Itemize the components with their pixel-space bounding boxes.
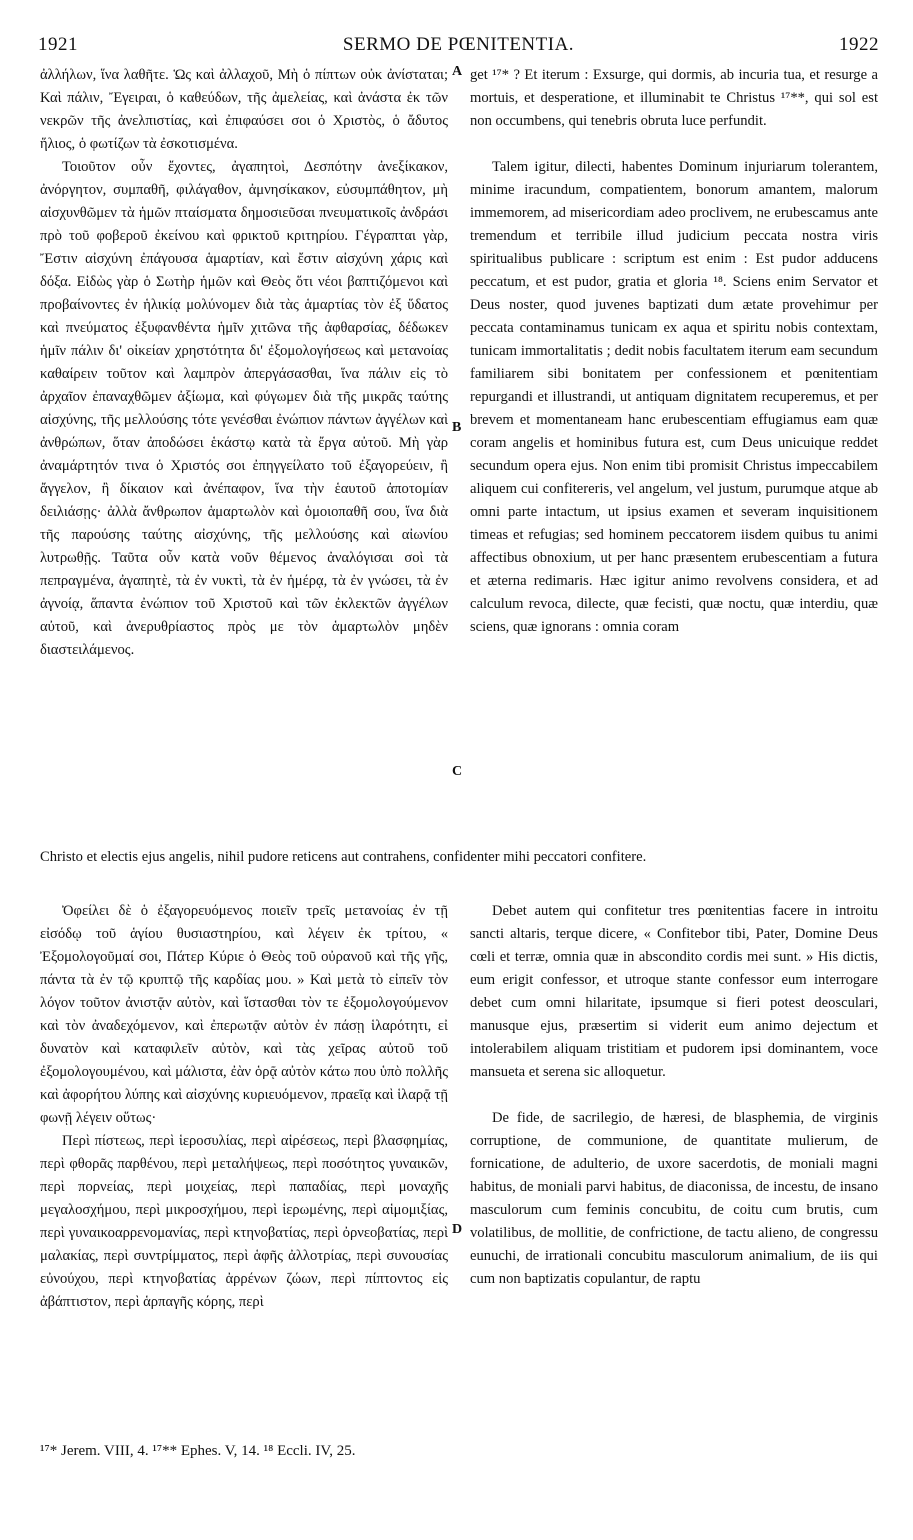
running-title: SERMO DE PŒNITENTIA. [342, 34, 575, 55]
margin-letter-c: C [452, 764, 463, 779]
latin-paragraph-4: De fide, de sacrilegio, de hæresi, de blasphemia, de virginis corruptione, de communione, de quantitate mulierum, de fornicatione, de adulterio, de uxore sacerdotis, de moniali magni habitus, de moniali parvi habitus, de diaconissa, de incestu, de insano masculorum cum feminis concubitu, de coitu cum brutis, cum volatilibus, de mollitie, de confrictione, de tactu alieno, de congressu eunuchi, de irrationali concubitu masculorum animalium, de iis qui cum non baptizatis copulantur, de raptu [470, 1110, 878, 1287]
greek-column-top [40, 64, 448, 662]
footnotes: ¹⁷* Jerem. VIII, 4. ¹⁷** Ephes. V, 14. ¹⁸ Eccli. IV, 25. [40, 1443, 356, 1459]
latin-paragraph-1: get ¹⁷* ? Et iterum : Exsurge, qui dormis, ab incuria tua, et resurge a mortuis, et desperatione, et illuminabit te Christus ¹⁷**, qui sol est non occumbens, qui tenebris obruta luce perfundit. [470, 67, 878, 129]
latin-column-bottom [470, 900, 878, 1291]
page-number-left: 1921 [38, 34, 78, 55]
greek-paragraph-2: Τοιοῦτον οὖν ἔχοντες, ἀγαπητοὶ, Δεσπότην ἀνεξίκακον, ἀνόργητον, συμπαθῆ, φιλάγαθον, ἀμνησίκακον, εὐσυμπάθητον, μὴ αἰσχυνθῶμεν τὰ ἡμῶν πταίσματα δημοσιεῦσαι πνευματικοῖς ἀνδράσι πρὸ τοῦ φοβεροῦ ἐκείνου καὶ φρικτοῦ κριτηρίου. Γέγραπται γὰρ, Ἔστιν αἰσχύνη ἐπάγουσα ἁμαρτίαν, καὶ ἔστιν αἰσχύνη χάρις καὶ δόξα. Εἰδὼς γὰρ ὁ Σωτὴρ ἡμῶν καὶ Θεὸς ὅτι νέοι βαπτιζόμενοι καὶ προβαίνοντες ἐν ἡλικίᾳ μολύνομεν διὰ τὰς ἁμαρτίας τὸν ἐξ ὕδατος καὶ πνεύματος ἐξυφανθέντα ἡμῖν χιτῶνα τῆς ἀφθαρσίας, δέδωκεν ἡμῖν πάλιν δι' οἰκείαν χρηστότητα δι' ἐξομολογήσεως καὶ μετανοίας καθαίρειν τοῦτον καὶ λαμπρὸν ἀπεργάσασθαι, ἵνα πάλιν εἰς τὸ ἀρχαῖον ἐπαναχθῶμεν ἀξίωμα, καὶ φύγωμεν διὰ τῆς μικρᾶς ταύτης αἰσχύνης, τῆς μελλούσης τότε γενέσθαι ἐνώπιον πάντων ἀγγέλων καὶ ἀνθρώπων, ὅταν ἀποδώσει ἑκάστῳ κατὰ τὰ ἔργα αὐτοῦ. Μὴ γὰρ ἀναμάρτητόν τινα ὁ Χριστός σοι ἐπηγγείλατο τοῦ ἐξαγορεύειν, ἢ ἄγγελον, ἢ δίκαιον καὶ ἀνέπαφον, ἵνα τὴν ἑαυτοῦ ἀποτομίαν δειλιάσῃς· ἀλλὰ ἄνθρωπον ἁμαρτωλὸν καὶ ὁμοιοπαθῆ σου, ἵνα διὰ τῆς παρούσης ταύτης αἰσχύνης, τῆς μελλούσης καὶ αἰωνίου λυτρωθῇς. Ταῦτα οὖν κατὰ νοῦν θέμενος ἀναλόγισαι σοὶ τὰ πεπραγμένα, ἀγαπητὲ, τὰ ἐν νυκτὶ, τὰ ἐν ἡμέρᾳ, τὰ ἐν γνώσει, τὰ ἐν ἀγνοίᾳ, ἅπαντα ἐνώπιον τοῦ Χριστοῦ καὶ τῶν ἐκλεκτῶν ἀγγέλων αὐτοῦ, καὶ ἀνερυθρίαστος πρὸς με τὸν ἁμαρτωλὸν μηδὲν διαστειλάμενος. [40, 159, 448, 658]
latin-column-top [470, 64, 878, 639]
greek-paragraph-3: Ὀφείλει δὲ ὁ ἐξαγορευόμενος ποιεῖν τρεῖς μετανοίας ἐν τῇ εἰσόδῳ τοῦ ἁγίου θυσιαστηρίου, καὶ λέγειν ἐκ τρίτου, « Ἐξομολογοῦμαί σοι, Πάτερ Κύριε ὁ Θεὸς τοῦ οὐρανοῦ καὶ τῆς γῆς, πάντα τὰ ἐν τῷ κρυπτῷ τῆς καρδίας μου. » Καὶ μετὰ τὸ εἰπεῖν τὸν λόγον τοῦτον ἀνιστᾷν αὐτὸν, καὶ ἵστασθαι τὸν τε ἐξομολογούμενον καὶ τὸν ἀναδεχόμενον, καὶ ἐπερωτᾷν αὐτὸν ἐν πάσῃ ἱλαρότητι, εἰ δυνατὸν καὶ καταφιλεῖν αὐτὸν, καὶ τὰς χεῖρας αὐτοῦ τοῦ ἐξομολογουμένου, καὶ μάλιστα, ἐὰν ὁρᾷ αὐτὸν κάτω που ὑπὸ πολλῆς καὶ ἀφορήτου λύπης καὶ αἰσχύνης κυριευόμενον, πραεῖᾳ καὶ ἱλαρᾷ τῇ φωνῇ λέγειν οὕτως· [40, 903, 448, 1126]
margin-letter-d: D [452, 1222, 463, 1237]
page-number-right: 1922 [839, 34, 879, 55]
margin-letter-a: A [452, 64, 463, 79]
latin-paragraph-2: Talem igitur, dilecti, habentes Dominum injuriarum tolerantem, minime iracundum, compatientem, bonorum amantem, malorum immemorem, ad misericordiam adeo proclivem, ne erubescamus ante tremendum et terribile illud judicium peccata nostra viris spiritualibus publicare : scriptum est enim : Est pudor adducens peccatum, et est pudor, gratia et gloria ¹⁸. Sciens enim Servator et Deus noster, quod juvenes baptizati dum ætate provehimur per peccata contaminamus tunicam ex aqua et spiritu nobis contextam, tunicam immortalitatis ; dedit nobis facultatem iterum eam secundum familiarem sibi bonitatem per confessionem et pœnitentiam repurgandi et illustrandi, ut antiquam dignitatem recuperemus, et per brevem et momentaneam hanc erubescentiam effugiamus eam quæ coram angelis et hominibus futura est, cum Deus unicuique reddet secundum opera ejus. Non enim tibi promisit Christus impeccabilem aliquem cui confitereris, vel angelum, vel justum, purumque atque ab omni parte intactum, ut ipsius examen et severam inquisitionem timeas et refugias; sed hominem peccatorem iisdem quibus tu animi affectibus obnoxium, ut per hanc præsentem erubescentiam a futura et æterna redimaris. Hæc igitur animo revolvens considera, et ad calculum revoca, dilecte, quæ fecisti, quæ noctu, quæ interdiu, quæ sciens, quæ ignorans : omnia coram [470, 159, 878, 635]
greek-paragraph-1: ἀλλήλων, ἵνα λαθῆτε. Ὡς καὶ ἀλλαχοῦ, Μὴ ὁ πίπτων οὐκ ἀνίσταται; Καὶ πάλιν, Ἔγειραι, ὁ καθεύδων, τῆς ἀμελείας, καὶ ἀνάστα ἐκ τῶν νεκρῶν τῆς ἀνελπιστίας, καὶ ἐπιφαύσει σοι ὁ Χριστὸς, ὁ ἄδυτος ἥλιος, ὁ φωτίζων τὰ ἐσκοτισμένα. [40, 67, 448, 152]
latin-paragraph-3: Debet autem qui confitetur tres pœnitentias facere in introitu sancti altaris, terque dicere, « Confitebor tibi, Pater, Domine Deus cœli et terræ, omnia quæ in abscondito cordis mei sunt. » His dictis, eum erigit confessor, et utroque stante confessor eum interrogare debet cum omni hilaritate, ipsumque si fieri potest deosculari, manusque ejus, præsertim si viderit eum animo dejectum et intolerabilem aliquam tristitiam et pudorem ipsi dominantem, voce mansueta et serena sic alloquetur. [470, 903, 878, 1080]
greek-column-bottom [40, 900, 448, 1314]
margin-letter-b: B [452, 420, 462, 435]
running-header [38, 34, 879, 60]
greek-paragraph-4: Περὶ πίστεως, περὶ ἱεροσυλίας, περὶ αἱρέσεως, περὶ βλασφημίας, περὶ φθορᾶς παρθένου, περὶ μεταλήψεως, περὶ ποσότητος γυναικῶν, περὶ πορνείας, περὶ μοιχείας, περὶ παπαδίας, περὶ μοναχῆς μεγαλοσχήμου, περὶ μικροσχήμου, περὶ ἱερωμένης, περὶ αἱμομιξίας, περὶ γυναικοαρρενομανίας, περὶ κτηνοβατίας, περὶ ὀρνεοβατίας, περὶ μαλακίας, περὶ συντρίμματος, περὶ ἁφῆς ἀλλοτρίας, περὶ συνουσίας εὐνούχου, περὶ κτηνοβατίας ἀρρένων ζώων, περὶ πίπτοντος εἰς ἀβάπτιστον, περὶ ἁρπαγῆς κόρης, περὶ [40, 1133, 448, 1310]
latin-spanning-line: Christo et electis ejus angelis, nihil pudore reticens aut contrahens, confidenter mihi peccatori confitere. [40, 849, 647, 865]
